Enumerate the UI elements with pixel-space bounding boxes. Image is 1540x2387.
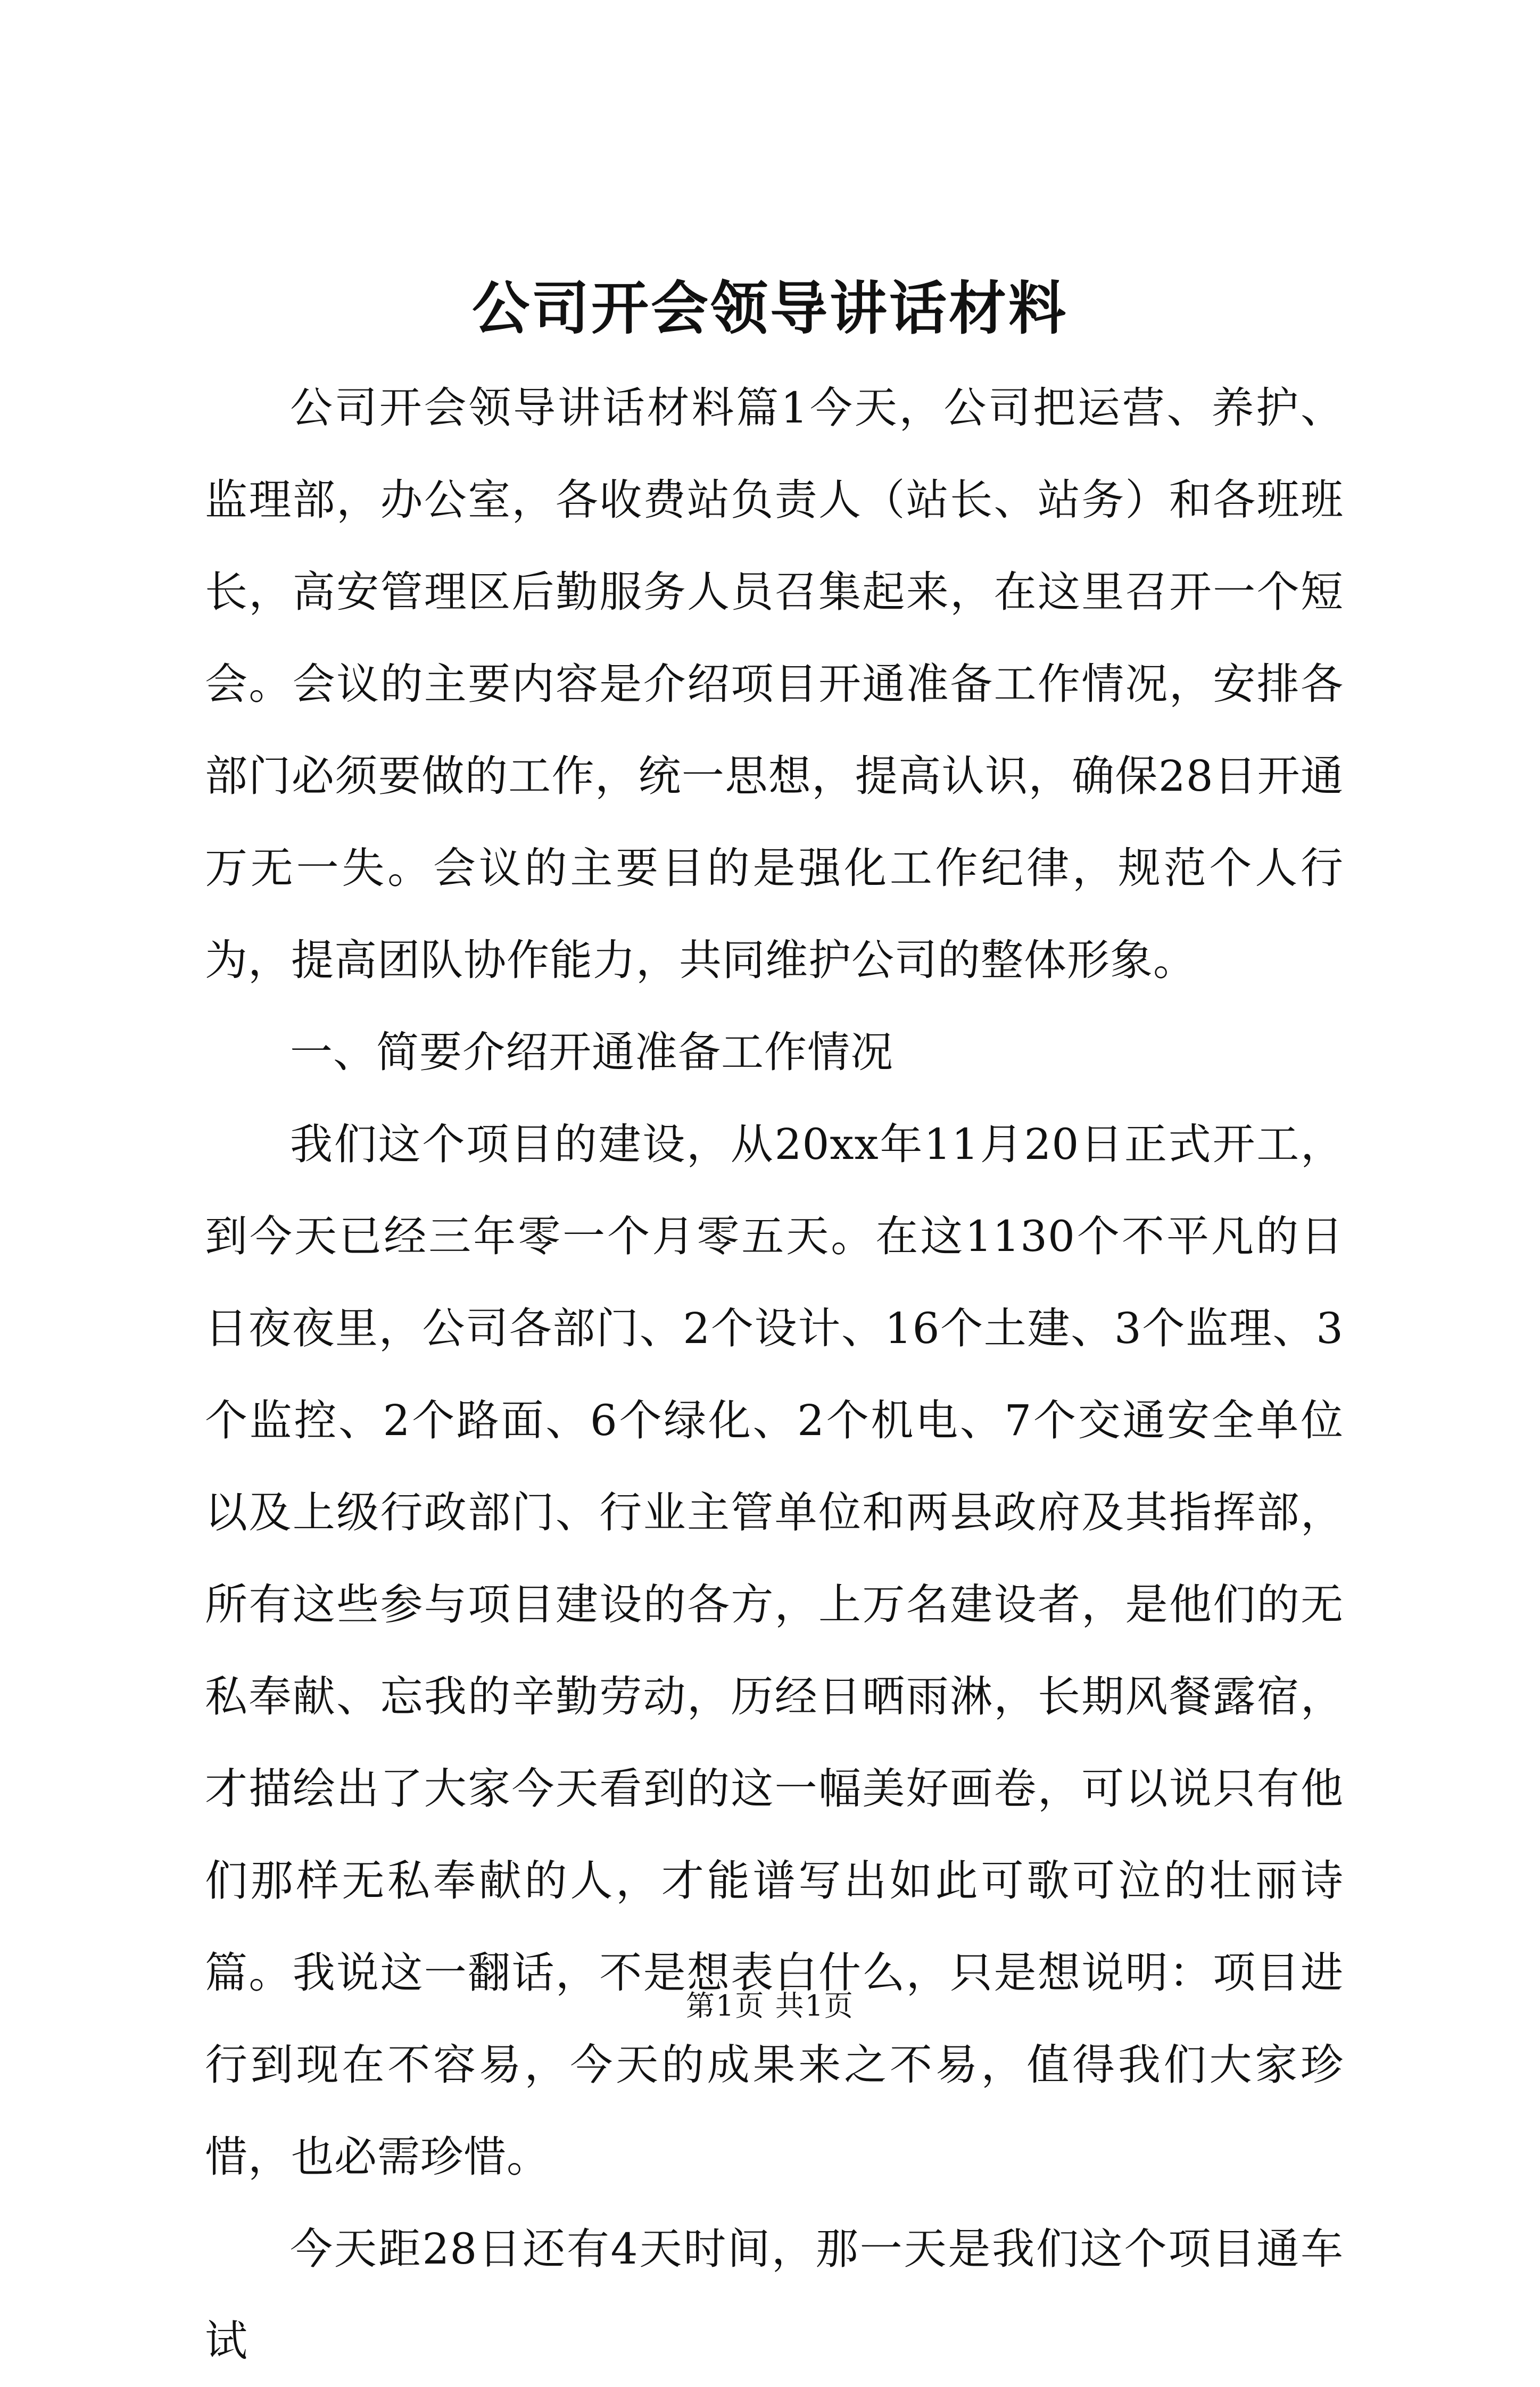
document-body [205, 362, 1344, 2387]
paragraph-countdown: 今天距28日还有4天时间，那一天是我们这个项目通车试 [205, 2224, 1344, 2366]
section-heading: 一、简要介绍开通准备工作情况 [290, 1027, 893, 1077]
page-footer: 第1页 共1页 [686, 1989, 854, 2023]
paragraph-project-history: 我们这个项目的建设，从20xx年11月20日正式开工，到今天已经三年零一个月零五天。在这1130个不平凡的日日夜夜里，公司各部门、2个设计、16个土建、3个监理、3个监控、2个路面、6个绿化、2个机电、7个交通安全单位以及上级行政部门、行业主管单位和两县政府及其指挥部，所有这些参与项目建设的各方，上万名建设者，是他们的无私奉献、忘我的辛勤劳动，历经日晒雨淋，长期风餐露宿，才描绘出了大家今天看到的这一幅美好画卷，可以说只有他们那样无私奉献的人，才能谱写出如此可歌可泣的壮丽诗篇。我说这一翻话，不是想表白什么，只是想说明：项目进行到现在不容易，今天的成果来之不易，值得我们大家珍惜，也必需珍惜。 [205, 1120, 1344, 2182]
document-title: 公司开会领导讲话材料 [471, 275, 1068, 342]
paragraph-intro: 公司开会领导讲话材料篇1今天，公司把运营、养护、监理部，办公室，各收费站负责人（站长、站务）和各班班长，高安管理区后勤服务人员召集起来，在这里召开一个短会。会议的主要内容是介绍项目开通准备工作情况，安排各部门必须要做的工作，统一思想，提高认识，确保28日开通万无一失。会议的主要目的是强化工作纪律，规范个人行为，提高团队协作能力，共同维护公司的整体形象。 [205, 383, 1344, 985]
